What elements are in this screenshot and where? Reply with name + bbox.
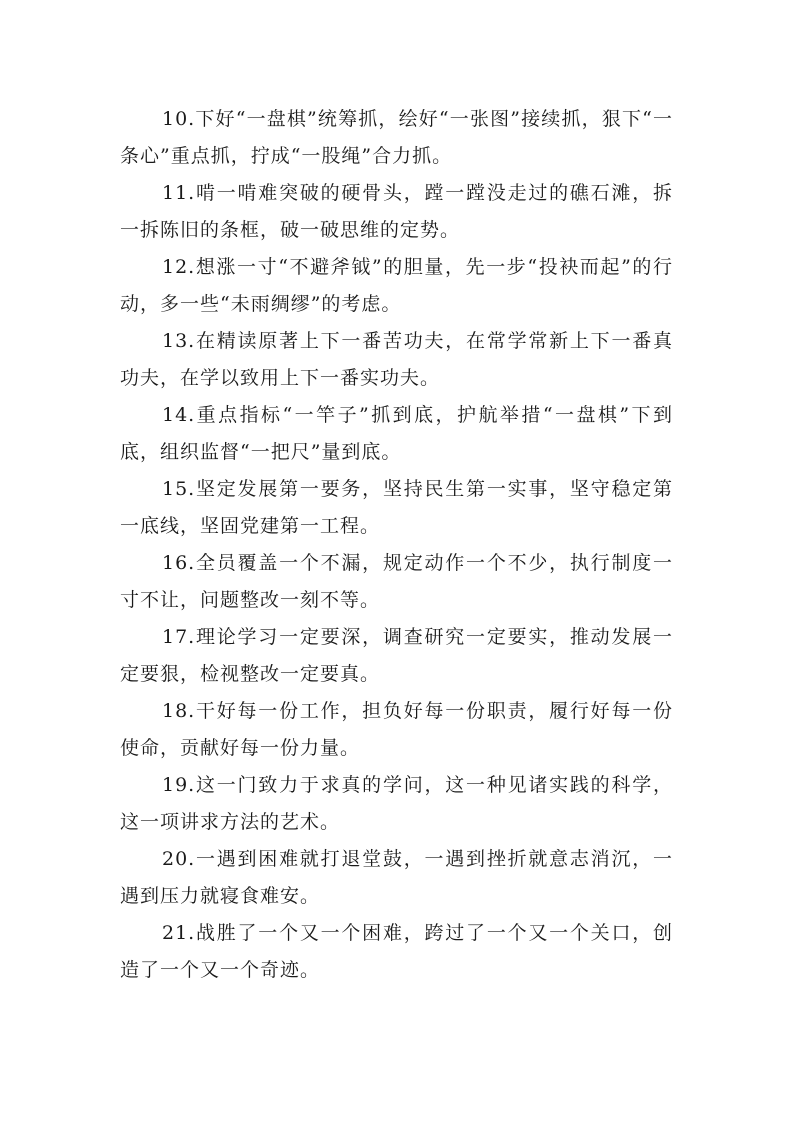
paragraph-16: 16.全员覆盖一个不漏，规定动作一个不少，执行制度一寸不让，问题整改一刻不等。 bbox=[120, 552, 673, 611]
paragraph-12: 12.想涨一寸“不避斧钺”的胆量，先一步“投袂而起”的行动，多一些“未雨绸缪”的考虑。 bbox=[120, 256, 673, 315]
paragraph-18: 18.干好每一份工作，担负好每一份职责，履行好每一份使命，贡献好每一份力量。 bbox=[120, 700, 673, 759]
paragraph-15: 15.坚定发展第一要务，坚持民生第一实事，坚守稳定第一底线，坚固党建第一工程。 bbox=[120, 478, 673, 537]
paragraph-11: 11.啃一啃难突破的硬骨头，蹚一蹚没走过的礁石滩，拆一拆陈旧的条框，破一破思维的定势。 bbox=[120, 182, 673, 241]
paragraph-10: 10.下好“一盘棋”统筹抓，绘好“一张图”接续抓，狠下“一条心”重点抓，拧成“一股绳”合力抓。 bbox=[120, 108, 673, 167]
paragraph-21: 21.战胜了一个又一个困难，跨过了一个又一个关口，创造了一个又一个奇迹。 bbox=[120, 922, 673, 981]
paragraph-19: 19.这一门致力于求真的学问，这一种见诸实践的科学，这一项讲求方法的艺术。 bbox=[120, 774, 673, 833]
paragraph-13: 13.在精读原著上下一番苦功夫，在常学常新上下一番真功夫，在学以致用上下一番实功夫。 bbox=[120, 330, 673, 389]
paragraph-17: 17.理论学习一定要深，调查研究一定要实，推动发展一定要狠，检视整改一定要真。 bbox=[120, 626, 673, 685]
paragraph-20: 20.一遇到困难就打退堂鼓，一遇到挫折就意志消沉，一遇到压力就寝食难安。 bbox=[120, 848, 673, 907]
paragraph-14: 14.重点指标“一竿子”抓到底，护航举措“一盘棋”下到底，组织监督“一把尺”量到底。 bbox=[120, 404, 673, 463]
document-body bbox=[120, 101, 673, 989]
